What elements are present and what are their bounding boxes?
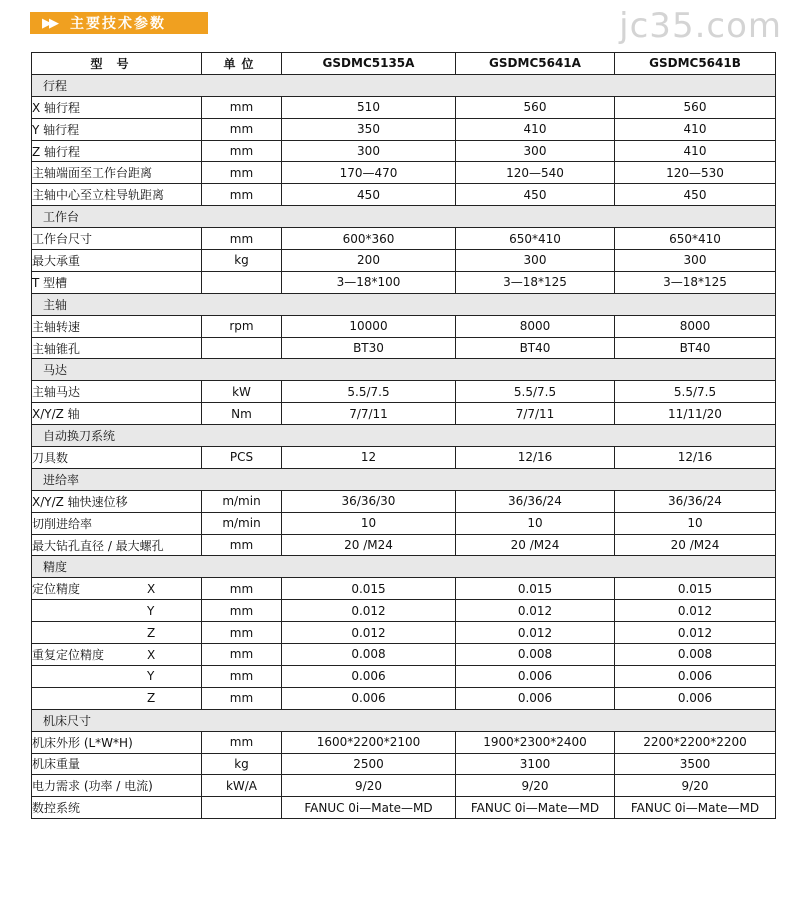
param-value-2: 0.015 [456, 578, 615, 600]
header-model-2: GSDMC5641A [456, 53, 615, 75]
param-name [32, 665, 202, 687]
param-unit [202, 797, 282, 819]
param-unit: mm [202, 687, 282, 709]
param-value-1: BT30 [282, 337, 456, 359]
table-row [32, 753, 776, 775]
param-unit: mm [202, 578, 282, 600]
param-axis: X [147, 582, 156, 597]
param-label: 重复定位精度 [32, 647, 105, 662]
param-name [32, 600, 202, 622]
param-name: 切削进给率 [32, 512, 202, 534]
param-value-1: 5.5/7.5 [282, 381, 456, 403]
param-unit: mm [202, 731, 282, 753]
param-name: 数控系统 [32, 797, 202, 819]
table-row [32, 315, 776, 337]
header-unit: 单位 [202, 53, 282, 75]
param-unit: mm [202, 600, 282, 622]
param-value-2: 300 [456, 140, 615, 162]
param-value-3: 20 /M24 [615, 534, 776, 556]
table-row [32, 644, 776, 666]
param-unit: mm [202, 184, 282, 206]
param-value-2: BT40 [456, 337, 615, 359]
param-value-2: 560 [456, 96, 615, 118]
section-row [32, 425, 776, 447]
table-row [32, 578, 776, 600]
header-row [32, 53, 776, 75]
table-row [32, 775, 776, 797]
param-axis: X [147, 647, 156, 662]
param-name: X/Y/Z 轴快速位移 [32, 490, 202, 512]
section-row [32, 709, 776, 731]
section-label: 工作台 [32, 206, 776, 228]
param-value-1: 20 /M24 [282, 534, 456, 556]
param-name: 电力需求 (功率 / 电流) [32, 775, 202, 797]
param-name [32, 644, 202, 666]
param-value-3: 450 [615, 184, 776, 206]
table-row [32, 600, 776, 622]
section-label: 进给率 [32, 468, 776, 490]
param-axis: Y [147, 603, 155, 618]
param-value-1: 7/7/11 [282, 403, 456, 425]
param-value-3: 410 [615, 118, 776, 140]
param-value-2: 8000 [456, 315, 615, 337]
header-model: 型号 [32, 53, 202, 75]
param-value-3: 10 [615, 512, 776, 534]
section-row [32, 468, 776, 490]
param-value-3: 410 [615, 140, 776, 162]
param-unit: mm [202, 162, 282, 184]
param-value-1: 3—18*100 [282, 271, 456, 293]
param-value-2: 0.012 [456, 622, 615, 644]
param-name: 主轴锥孔 [32, 337, 202, 359]
table-row [32, 140, 776, 162]
table-row [32, 403, 776, 425]
table-row [32, 250, 776, 272]
param-value-3: 2200*2200*2200 [615, 731, 776, 753]
param-value-2: 9/20 [456, 775, 615, 797]
param-unit: mm [202, 534, 282, 556]
param-unit: mm [202, 96, 282, 118]
section-banner [30, 12, 208, 34]
param-unit: Nm [202, 403, 282, 425]
param-value-3: 0.012 [615, 600, 776, 622]
param-name: 主轴马达 [32, 381, 202, 403]
param-value-3: 36/36/24 [615, 490, 776, 512]
param-value-1: 36/36/30 [282, 490, 456, 512]
table-row [32, 184, 776, 206]
param-value-2: 1900*2300*2400 [456, 731, 615, 753]
param-unit: mm [202, 622, 282, 644]
param-value-3: 560 [615, 96, 776, 118]
param-value-1: 10 [282, 512, 456, 534]
header-model-3: GSDMC5641B [615, 53, 776, 75]
param-value-2: 3—18*125 [456, 271, 615, 293]
param-label: 定位精度 [32, 582, 81, 597]
table-row [32, 731, 776, 753]
param-value-3: 120—530 [615, 162, 776, 184]
param-value-3: 0.012 [615, 622, 776, 644]
param-name: 主轴转速 [32, 315, 202, 337]
param-unit: kW/A [202, 775, 282, 797]
param-unit: PCS [202, 447, 282, 469]
param-value-2: 12/16 [456, 447, 615, 469]
param-value-2: 10 [456, 512, 615, 534]
table-row [32, 381, 776, 403]
param-value-1: 2500 [282, 753, 456, 775]
spec-table [31, 52, 776, 819]
param-name [32, 687, 202, 709]
param-value-3: 0.008 [615, 644, 776, 666]
watermark-logo: jc35.com [619, 6, 782, 46]
param-axis: Y [147, 669, 155, 684]
param-unit: mm [202, 140, 282, 162]
param-value-2: 5.5/7.5 [456, 381, 615, 403]
param-value-3: 11/11/20 [615, 403, 776, 425]
param-name [32, 622, 202, 644]
param-value-1: 510 [282, 96, 456, 118]
param-value-3: BT40 [615, 337, 776, 359]
param-value-2: FANUC 0i—Mate—MD [456, 797, 615, 819]
param-name: Y 轴行程 [32, 118, 202, 140]
table-row [32, 534, 776, 556]
param-value-1: 350 [282, 118, 456, 140]
table-row [32, 512, 776, 534]
param-value-1: 0.008 [282, 644, 456, 666]
section-label: 精度 [32, 556, 776, 578]
param-value-2: 120—540 [456, 162, 615, 184]
param-unit: m/min [202, 490, 282, 512]
table-row [32, 118, 776, 140]
table-row [32, 687, 776, 709]
section-label: 马达 [32, 359, 776, 381]
section-label: 机床尺寸 [32, 709, 776, 731]
param-value-3: 3—18*125 [615, 271, 776, 293]
table-row [32, 96, 776, 118]
double-arrow-icon: ▶▶ [42, 15, 56, 31]
param-unit: mm [202, 118, 282, 140]
param-unit: rpm [202, 315, 282, 337]
table-row [32, 337, 776, 359]
param-value-1: 200 [282, 250, 456, 272]
param-value-2: 410 [456, 118, 615, 140]
param-unit: mm [202, 228, 282, 250]
param-name: Z 轴行程 [32, 140, 202, 162]
param-value-3: 8000 [615, 315, 776, 337]
param-unit: m/min [202, 512, 282, 534]
param-name: 机床外形 (L*W*H) [32, 731, 202, 753]
param-name: 主轴端面至工作台距离 [32, 162, 202, 184]
param-unit: mm [202, 644, 282, 666]
param-value-2: 36/36/24 [456, 490, 615, 512]
param-value-2: 300 [456, 250, 615, 272]
param-value-3: 12/16 [615, 447, 776, 469]
param-value-1: 0.006 [282, 687, 456, 709]
param-value-1: 0.012 [282, 600, 456, 622]
param-value-2: 0.012 [456, 600, 615, 622]
param-name: 刀具数 [32, 447, 202, 469]
param-value-1: 600*360 [282, 228, 456, 250]
section-row [32, 293, 776, 315]
table-row [32, 665, 776, 687]
param-axis: Z [147, 691, 156, 706]
param-value-2: 7/7/11 [456, 403, 615, 425]
param-value-1: 300 [282, 140, 456, 162]
param-value-3: 0.006 [615, 665, 776, 687]
param-name: X 轴行程 [32, 96, 202, 118]
section-row [32, 556, 776, 578]
section-label: 主轴 [32, 293, 776, 315]
param-unit [202, 271, 282, 293]
param-value-2: 3100 [456, 753, 615, 775]
param-name: 工作台尺寸 [32, 228, 202, 250]
table-row [32, 622, 776, 644]
param-value-1: 10000 [282, 315, 456, 337]
param-name: 机床重量 [32, 753, 202, 775]
param-value-1: 170—470 [282, 162, 456, 184]
param-value-3: 3500 [615, 753, 776, 775]
param-value-1: 0.012 [282, 622, 456, 644]
section-label: 自动换刀系统 [32, 425, 776, 447]
param-unit: kg [202, 250, 282, 272]
param-name: 主轴中心至立柱导轨距离 [32, 184, 202, 206]
param-value-3: 650*410 [615, 228, 776, 250]
table-row [32, 162, 776, 184]
section-row [32, 206, 776, 228]
param-value-2: 20 /M24 [456, 534, 615, 556]
param-value-2: 450 [456, 184, 615, 206]
param-name: T 型槽 [32, 271, 202, 293]
param-unit: kW [202, 381, 282, 403]
param-value-2: 0.006 [456, 665, 615, 687]
param-value-3: 0.006 [615, 687, 776, 709]
table-row [32, 797, 776, 819]
param-value-1: 1600*2200*2100 [282, 731, 456, 753]
table-row [32, 228, 776, 250]
param-value-3: FANUC 0i—Mate—MD [615, 797, 776, 819]
section-row [32, 359, 776, 381]
param-value-1: 9/20 [282, 775, 456, 797]
param-value-3: 5.5/7.5 [615, 381, 776, 403]
table-row [32, 490, 776, 512]
table-row [32, 447, 776, 469]
param-value-3: 0.015 [615, 578, 776, 600]
param-value-1: FANUC 0i—Mate—MD [282, 797, 456, 819]
param-value-1: 0.015 [282, 578, 456, 600]
param-unit: mm [202, 665, 282, 687]
param-name [32, 578, 202, 600]
param-value-3: 300 [615, 250, 776, 272]
table-row [32, 271, 776, 293]
param-value-1: 12 [282, 447, 456, 469]
param-value-2: 650*410 [456, 228, 615, 250]
param-unit [202, 337, 282, 359]
param-axis: Z [147, 625, 156, 640]
param-value-1: 0.006 [282, 665, 456, 687]
header-model-1: GSDMC5135A [282, 53, 456, 75]
section-row [32, 74, 776, 96]
param-value-2: 0.008 [456, 644, 615, 666]
param-value-1: 450 [282, 184, 456, 206]
param-name: 最大钻孔直径 / 最大螺孔 [32, 534, 202, 556]
banner-title: 主要技术参数 [70, 16, 166, 32]
param-name: 最大承重 [32, 250, 202, 272]
param-value-2: 0.006 [456, 687, 615, 709]
param-unit: kg [202, 753, 282, 775]
section-label: 行程 [32, 74, 776, 96]
param-value-3: 9/20 [615, 775, 776, 797]
param-name: X/Y/Z 轴 [32, 403, 202, 425]
